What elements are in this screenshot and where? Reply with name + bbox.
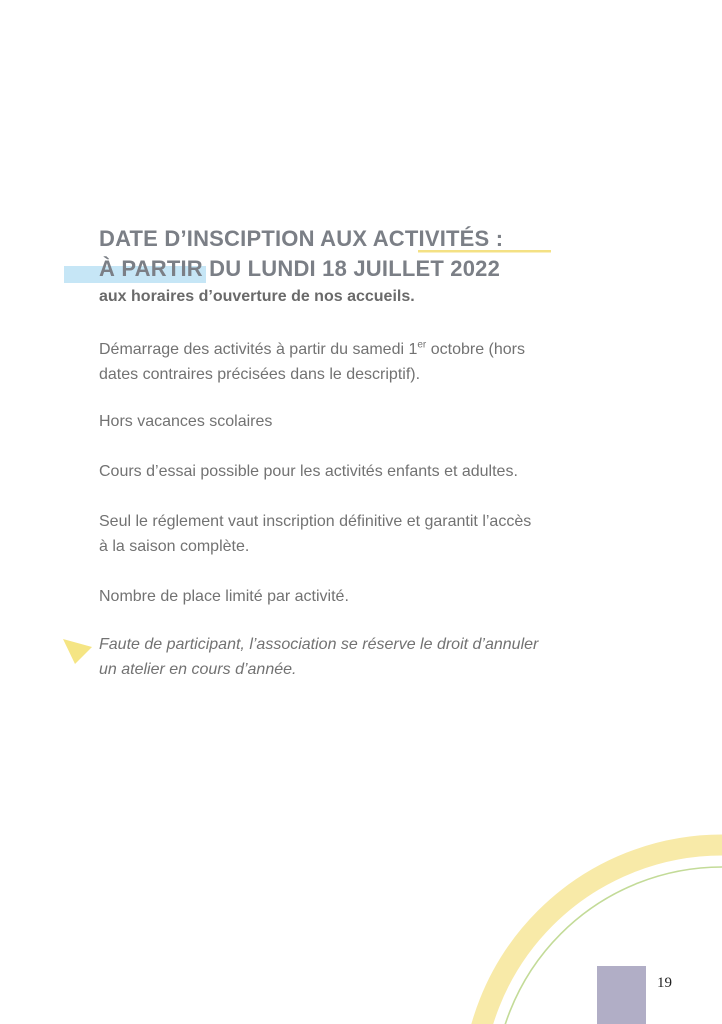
heading-line-1: DATE D’INSCIPTION AUX ACTIVITÉS : xyxy=(99,226,504,251)
note-line-1: Faute de participant, l’association se réserve le droit d’annuler xyxy=(99,636,539,653)
payment-line-2: à la saison complète. xyxy=(99,538,250,555)
start-date-text-a: Démarrage des activités à partir du samedi 1 xyxy=(99,341,418,358)
ordinal-superscript: er xyxy=(417,339,427,351)
start-date-text-b: octobre (hors xyxy=(426,341,525,358)
holidays-paragraph: Hors vacances scolaires xyxy=(99,413,273,430)
payment-paragraph xyxy=(99,509,531,559)
cancellation-note xyxy=(99,632,538,682)
page-number-box xyxy=(597,966,646,1024)
payment-line-1: Seul le réglement vaut inscription définitive et garantit l’accès xyxy=(99,513,532,530)
page-number: 19 xyxy=(657,975,672,991)
note-line-2: un atelier en cours d’année. xyxy=(99,661,297,678)
start-date-paragraph xyxy=(99,337,525,387)
start-date-line-2: dates contraires précisées dans le descriptif). xyxy=(99,366,421,383)
heading-line-2: À PARTIR DU LUNDI 18 JUILLET 2022 xyxy=(99,256,501,281)
places-paragraph: Nombre de place limité par activité. xyxy=(99,588,349,605)
yellow-triangle-icon xyxy=(63,639,92,664)
trial-paragraph: Cours d’essai possible pour les activités enfants et adultes. xyxy=(99,463,518,480)
subheading: aux horaires d’ouverture de nos accueils. xyxy=(99,288,415,305)
